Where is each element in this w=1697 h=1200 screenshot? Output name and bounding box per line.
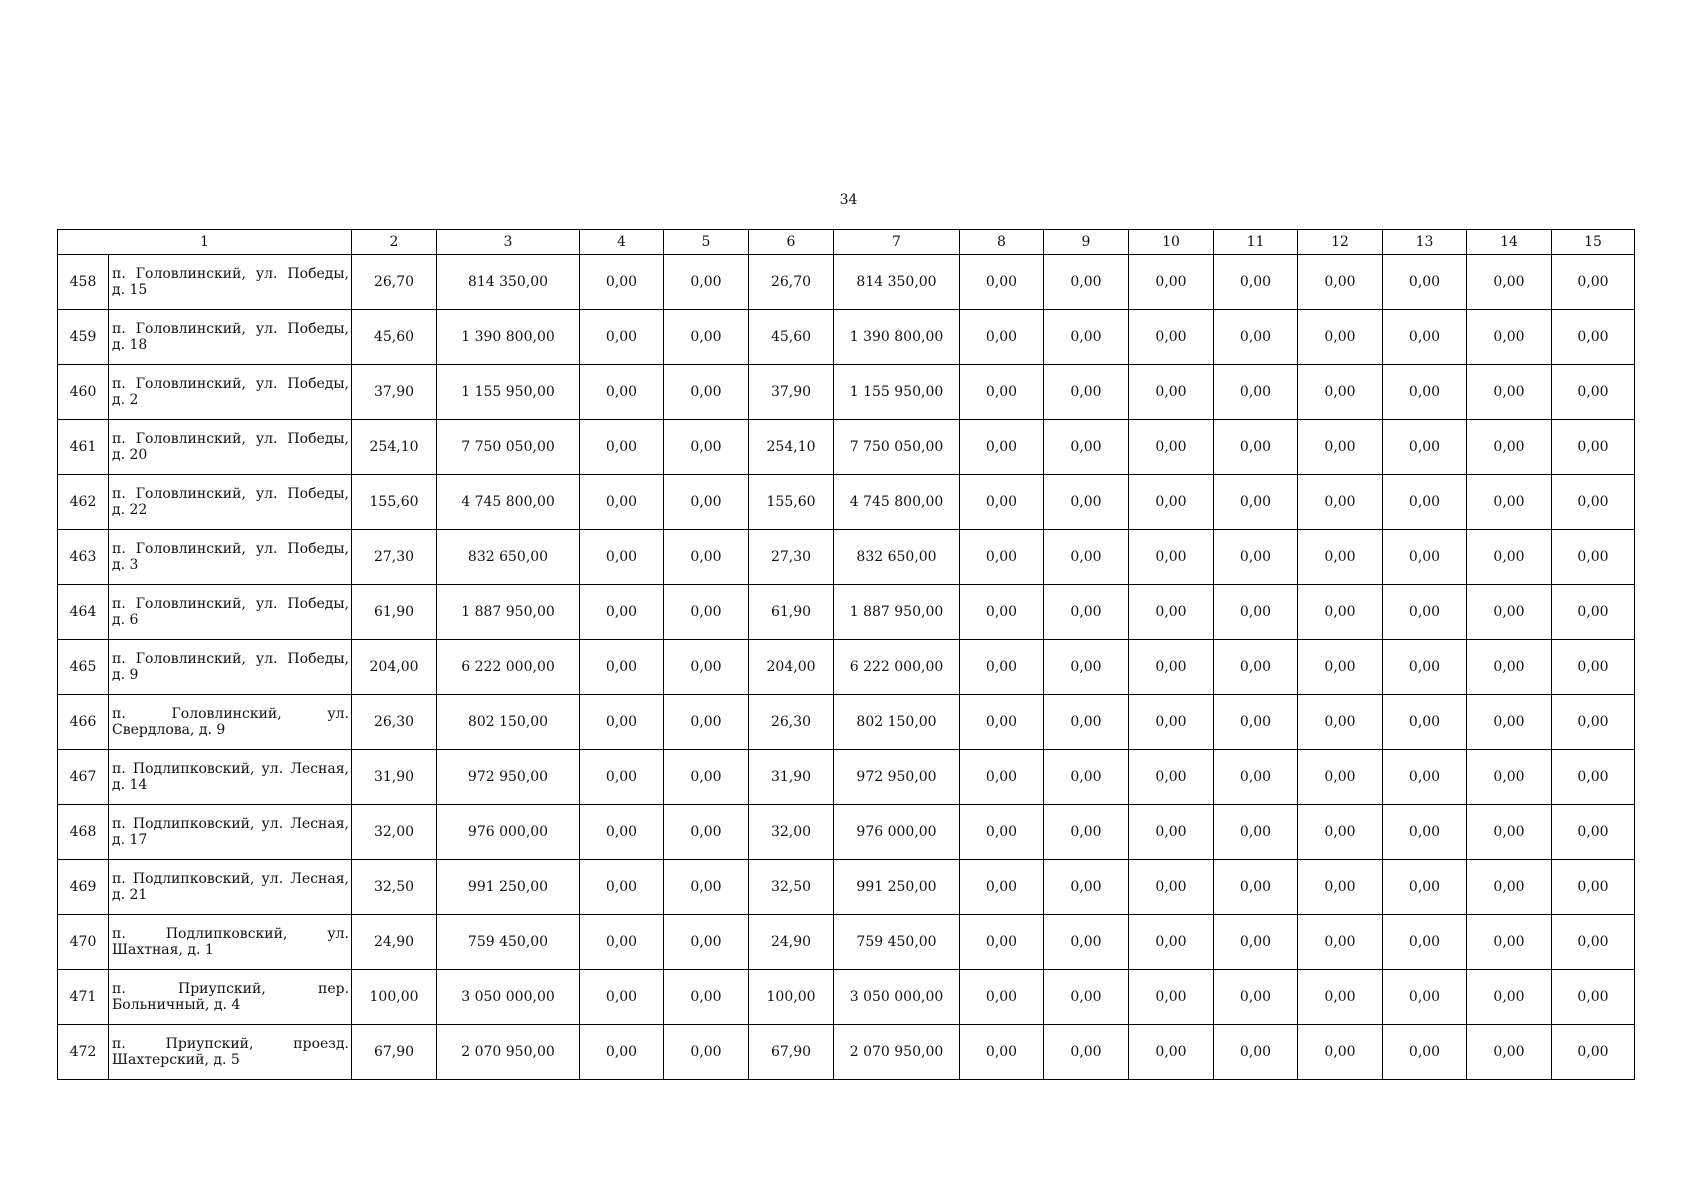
col-2-cell: 254,10 [352,420,437,475]
col-11-cell: 0,00 [1214,805,1298,860]
col-14-cell: 0,00 [1467,805,1552,860]
table-row [58,860,1635,915]
col-2-cell: 61,90 [352,585,437,640]
col-4-cell: 0,00 [580,860,664,915]
col-15-cell: 0,00 [1552,860,1635,915]
col-2-cell: 27,30 [352,530,437,585]
col-3-cell: 3 050 000,00 [437,970,580,1025]
col-5-cell: 0,00 [664,640,749,695]
col-5-cell: 0,00 [664,585,749,640]
address-cell: п. Головлинский, ул. Победы, д. 18 [109,310,352,365]
table-row [58,365,1635,420]
table-row [58,640,1635,695]
col-3-cell: 6 222 000,00 [437,640,580,695]
row-number-cell: 463 [58,530,109,585]
col-3-cell: 759 450,00 [437,915,580,970]
col-3-cell: 972 950,00 [437,750,580,805]
col-14-cell: 0,00 [1467,530,1552,585]
row-number-cell: 461 [58,420,109,475]
table-row [58,915,1635,970]
col-13-cell: 0,00 [1383,970,1467,1025]
col-10-cell: 0,00 [1129,585,1214,640]
col-4-cell: 0,00 [580,530,664,585]
col-15-cell: 0,00 [1552,585,1635,640]
col-2-cell: 32,50 [352,860,437,915]
col-4-cell: 0,00 [580,310,664,365]
row-number-cell: 464 [58,585,109,640]
col-9-cell: 0,00 [1044,1025,1129,1080]
col-5-cell: 0,00 [664,475,749,530]
col-11-cell: 0,00 [1214,420,1298,475]
data-table [57,229,1635,1080]
col-7-cell: 1 887 950,00 [834,585,960,640]
col-8-cell: 0,00 [960,860,1044,915]
col-9-cell: 0,00 [1044,530,1129,585]
col-13-cell: 0,00 [1383,530,1467,585]
address-cell: п. Подлипковский, ул. Лесная, д. 21 [109,860,352,915]
col-8-cell: 0,00 [960,585,1044,640]
col-12-cell: 0,00 [1298,640,1383,695]
table-row [58,695,1635,750]
col-11-cell: 0,00 [1214,475,1298,530]
header-cell-11: 11 [1214,230,1298,255]
col-9-cell: 0,00 [1044,255,1129,310]
data-table-container [57,229,1633,1080]
table-row [58,530,1635,585]
address-cell: п. Головлинский, ул. Свердлова, д. 9 [109,695,352,750]
col-11-cell: 0,00 [1214,585,1298,640]
col-8-cell: 0,00 [960,970,1044,1025]
col-3-cell: 7 750 050,00 [437,420,580,475]
col-12-cell: 0,00 [1298,915,1383,970]
col-5-cell: 0,00 [664,255,749,310]
col-3-cell: 802 150,00 [437,695,580,750]
col-13-cell: 0,00 [1383,915,1467,970]
col-5-cell: 0,00 [664,310,749,365]
col-7-cell: 814 350,00 [834,255,960,310]
col-11-cell: 0,00 [1214,255,1298,310]
header-cell-4: 4 [580,230,664,255]
row-number-cell: 467 [58,750,109,805]
col-6-cell: 32,00 [749,805,834,860]
col-15-cell: 0,00 [1552,365,1635,420]
col-12-cell: 0,00 [1298,475,1383,530]
col-14-cell: 0,00 [1467,915,1552,970]
col-2-cell: 26,30 [352,695,437,750]
table-row [58,475,1635,530]
address-cell: п. Головлинский, ул. Победы, д. 3 [109,530,352,585]
col-10-cell: 0,00 [1129,475,1214,530]
table-row [58,255,1635,310]
col-10-cell: 0,00 [1129,365,1214,420]
row-number-cell: 469 [58,860,109,915]
col-15-cell: 0,00 [1552,805,1635,860]
col-9-cell: 0,00 [1044,750,1129,805]
table-row [58,1025,1635,1080]
col-13-cell: 0,00 [1383,475,1467,530]
col-15-cell: 0,00 [1552,475,1635,530]
col-4-cell: 0,00 [580,970,664,1025]
row-number-cell: 460 [58,365,109,420]
address-cell: п. Головлинский, ул. Победы, д. 9 [109,640,352,695]
table-row [58,970,1635,1025]
col-12-cell: 0,00 [1298,805,1383,860]
header-cell-1: 1 [58,230,352,255]
header-cell-3: 3 [437,230,580,255]
col-10-cell: 0,00 [1129,310,1214,365]
col-4-cell: 0,00 [580,475,664,530]
col-12-cell: 0,00 [1298,970,1383,1025]
col-12-cell: 0,00 [1298,695,1383,750]
col-14-cell: 0,00 [1467,310,1552,365]
col-15-cell: 0,00 [1552,970,1635,1025]
col-2-cell: 100,00 [352,970,437,1025]
col-5-cell: 0,00 [664,530,749,585]
col-12-cell: 0,00 [1298,860,1383,915]
col-4-cell: 0,00 [580,640,664,695]
col-8-cell: 0,00 [960,420,1044,475]
col-11-cell: 0,00 [1214,640,1298,695]
col-14-cell: 0,00 [1467,750,1552,805]
row-number-cell: 458 [58,255,109,310]
col-10-cell: 0,00 [1129,530,1214,585]
address-cell: п. Головлинский, ул. Победы, д. 6 [109,585,352,640]
address-cell: п. Подлипковский, ул. Лесная, д. 14 [109,750,352,805]
col-13-cell: 0,00 [1383,860,1467,915]
col-10-cell: 0,00 [1129,640,1214,695]
col-14-cell: 0,00 [1467,695,1552,750]
col-13-cell: 0,00 [1383,805,1467,860]
col-6-cell: 24,90 [749,915,834,970]
col-10-cell: 0,00 [1129,750,1214,805]
header-cell-14: 14 [1467,230,1552,255]
col-13-cell: 0,00 [1383,310,1467,365]
header-cell-7: 7 [834,230,960,255]
col-12-cell: 0,00 [1298,1025,1383,1080]
col-7-cell: 6 222 000,00 [834,640,960,695]
col-5-cell: 0,00 [664,805,749,860]
address-cell: п. Головлинский, ул. Победы, д. 20 [109,420,352,475]
col-6-cell: 31,90 [749,750,834,805]
row-number-cell: 470 [58,915,109,970]
col-15-cell: 0,00 [1552,640,1635,695]
col-7-cell: 1 155 950,00 [834,365,960,420]
col-7-cell: 972 950,00 [834,750,960,805]
col-10-cell: 0,00 [1129,255,1214,310]
col-3-cell: 4 745 800,00 [437,475,580,530]
address-cell: п. Головлинский, ул. Победы, д. 22 [109,475,352,530]
col-15-cell: 0,00 [1552,695,1635,750]
col-11-cell: 0,00 [1214,310,1298,365]
table-body [58,255,1635,1080]
col-10-cell: 0,00 [1129,860,1214,915]
row-number-cell: 466 [58,695,109,750]
col-2-cell: 45,60 [352,310,437,365]
col-4-cell: 0,00 [580,805,664,860]
header-cell-5: 5 [664,230,749,255]
row-number-cell: 462 [58,475,109,530]
col-6-cell: 27,30 [749,530,834,585]
col-6-cell: 26,70 [749,255,834,310]
col-3-cell: 814 350,00 [437,255,580,310]
col-2-cell: 37,90 [352,365,437,420]
address-cell: п. Головлинский, ул. Победы, д. 15 [109,255,352,310]
address-cell: п. Подлипковский, ул. Шахтная, д. 1 [109,915,352,970]
col-7-cell: 832 650,00 [834,530,960,585]
address-cell: п. Подлипковский, ул. Лесная, д. 17 [109,805,352,860]
table-header [58,230,1635,255]
col-10-cell: 0,00 [1129,420,1214,475]
col-6-cell: 204,00 [749,640,834,695]
col-5-cell: 0,00 [664,750,749,805]
col-8-cell: 0,00 [960,530,1044,585]
col-6-cell: 67,90 [749,1025,834,1080]
col-4-cell: 0,00 [580,255,664,310]
address-cell: п. Приупский, проезд. Шахтерский, д. 5 [109,1025,352,1080]
col-13-cell: 0,00 [1383,750,1467,805]
col-2-cell: 204,00 [352,640,437,695]
header-cell-10: 10 [1129,230,1214,255]
header-cell-6: 6 [749,230,834,255]
col-6-cell: 37,90 [749,365,834,420]
header-cell-2: 2 [352,230,437,255]
col-12-cell: 0,00 [1298,750,1383,805]
col-12-cell: 0,00 [1298,255,1383,310]
col-15-cell: 0,00 [1552,915,1635,970]
col-8-cell: 0,00 [960,915,1044,970]
col-7-cell: 759 450,00 [834,915,960,970]
col-2-cell: 32,00 [352,805,437,860]
col-5-cell: 0,00 [664,420,749,475]
header-row [58,230,1635,255]
col-3-cell: 2 070 950,00 [437,1025,580,1080]
col-11-cell: 0,00 [1214,915,1298,970]
col-15-cell: 0,00 [1552,530,1635,585]
col-5-cell: 0,00 [664,695,749,750]
row-number-cell: 472 [58,1025,109,1080]
col-3-cell: 976 000,00 [437,805,580,860]
col-3-cell: 1 155 950,00 [437,365,580,420]
address-cell: п. Головлинский, ул. Победы, д. 2 [109,365,352,420]
col-10-cell: 0,00 [1129,1025,1214,1080]
col-3-cell: 1 390 800,00 [437,310,580,365]
col-10-cell: 0,00 [1129,970,1214,1025]
row-number-cell: 471 [58,970,109,1025]
col-14-cell: 0,00 [1467,585,1552,640]
row-number-cell: 468 [58,805,109,860]
col-13-cell: 0,00 [1383,420,1467,475]
address-cell: п. Приупский, пер. Больничный, д. 4 [109,970,352,1025]
col-14-cell: 0,00 [1467,420,1552,475]
col-4-cell: 0,00 [580,695,664,750]
col-11-cell: 0,00 [1214,970,1298,1025]
col-7-cell: 7 750 050,00 [834,420,960,475]
col-6-cell: 61,90 [749,585,834,640]
col-9-cell: 0,00 [1044,860,1129,915]
col-15-cell: 0,00 [1552,1025,1635,1080]
col-4-cell: 0,00 [580,365,664,420]
col-3-cell: 832 650,00 [437,530,580,585]
col-8-cell: 0,00 [960,310,1044,365]
col-2-cell: 26,70 [352,255,437,310]
col-6-cell: 100,00 [749,970,834,1025]
col-13-cell: 0,00 [1383,1025,1467,1080]
col-15-cell: 0,00 [1552,255,1635,310]
col-8-cell: 0,00 [960,695,1044,750]
col-5-cell: 0,00 [664,915,749,970]
col-5-cell: 0,00 [664,365,749,420]
col-14-cell: 0,00 [1467,365,1552,420]
col-4-cell: 0,00 [580,1025,664,1080]
col-13-cell: 0,00 [1383,365,1467,420]
col-7-cell: 802 150,00 [834,695,960,750]
col-3-cell: 1 887 950,00 [437,585,580,640]
row-number-cell: 459 [58,310,109,365]
col-7-cell: 976 000,00 [834,805,960,860]
col-13-cell: 0,00 [1383,255,1467,310]
table-row [58,420,1635,475]
col-7-cell: 1 390 800,00 [834,310,960,365]
col-14-cell: 0,00 [1467,860,1552,915]
col-15-cell: 0,00 [1552,750,1635,805]
col-9-cell: 0,00 [1044,695,1129,750]
col-11-cell: 0,00 [1214,365,1298,420]
table-row [58,310,1635,365]
col-10-cell: 0,00 [1129,695,1214,750]
col-10-cell: 0,00 [1129,915,1214,970]
col-5-cell: 0,00 [664,1025,749,1080]
col-12-cell: 0,00 [1298,530,1383,585]
col-12-cell: 0,00 [1298,420,1383,475]
col-6-cell: 254,10 [749,420,834,475]
col-12-cell: 0,00 [1298,365,1383,420]
table-row [58,750,1635,805]
col-14-cell: 0,00 [1467,640,1552,695]
col-9-cell: 0,00 [1044,805,1129,860]
col-8-cell: 0,00 [960,805,1044,860]
col-5-cell: 0,00 [664,970,749,1025]
col-2-cell: 24,90 [352,915,437,970]
col-14-cell: 0,00 [1467,1025,1552,1080]
col-14-cell: 0,00 [1467,475,1552,530]
col-9-cell: 0,00 [1044,915,1129,970]
col-7-cell: 2 070 950,00 [834,1025,960,1080]
col-9-cell: 0,00 [1044,585,1129,640]
col-4-cell: 0,00 [580,750,664,805]
col-11-cell: 0,00 [1214,750,1298,805]
col-15-cell: 0,00 [1552,420,1635,475]
col-14-cell: 0,00 [1467,970,1552,1025]
col-11-cell: 0,00 [1214,1025,1298,1080]
col-9-cell: 0,00 [1044,310,1129,365]
col-6-cell: 155,60 [749,475,834,530]
col-8-cell: 0,00 [960,365,1044,420]
col-9-cell: 0,00 [1044,420,1129,475]
header-cell-13: 13 [1383,230,1467,255]
col-15-cell: 0,00 [1552,310,1635,365]
col-9-cell: 0,00 [1044,640,1129,695]
col-3-cell: 991 250,00 [437,860,580,915]
table-row [58,805,1635,860]
col-14-cell: 0,00 [1467,255,1552,310]
col-11-cell: 0,00 [1214,695,1298,750]
col-4-cell: 0,00 [580,420,664,475]
header-cell-12: 12 [1298,230,1383,255]
col-9-cell: 0,00 [1044,970,1129,1025]
page-number: 34 [839,192,858,208]
header-cell-9: 9 [1044,230,1129,255]
col-6-cell: 45,60 [749,310,834,365]
col-8-cell: 0,00 [960,255,1044,310]
col-12-cell: 0,00 [1298,310,1383,365]
header-cell-15: 15 [1552,230,1635,255]
col-5-cell: 0,00 [664,860,749,915]
col-4-cell: 0,00 [580,585,664,640]
col-9-cell: 0,00 [1044,475,1129,530]
col-6-cell: 26,30 [749,695,834,750]
col-13-cell: 0,00 [1383,695,1467,750]
col-8-cell: 0,00 [960,475,1044,530]
col-12-cell: 0,00 [1298,585,1383,640]
col-8-cell: 0,00 [960,640,1044,695]
col-8-cell: 0,00 [960,1025,1044,1080]
col-7-cell: 4 745 800,00 [834,475,960,530]
col-8-cell: 0,00 [960,750,1044,805]
col-10-cell: 0,00 [1129,805,1214,860]
col-2-cell: 67,90 [352,1025,437,1080]
col-4-cell: 0,00 [580,915,664,970]
col-11-cell: 0,00 [1214,860,1298,915]
col-9-cell: 0,00 [1044,365,1129,420]
col-2-cell: 31,90 [352,750,437,805]
row-number-cell: 465 [58,640,109,695]
col-7-cell: 991 250,00 [834,860,960,915]
header-cell-8: 8 [960,230,1044,255]
col-13-cell: 0,00 [1383,585,1467,640]
table-row [58,585,1635,640]
col-2-cell: 155,60 [352,475,437,530]
col-7-cell: 3 050 000,00 [834,970,960,1025]
col-11-cell: 0,00 [1214,530,1298,585]
col-13-cell: 0,00 [1383,640,1467,695]
col-6-cell: 32,50 [749,860,834,915]
